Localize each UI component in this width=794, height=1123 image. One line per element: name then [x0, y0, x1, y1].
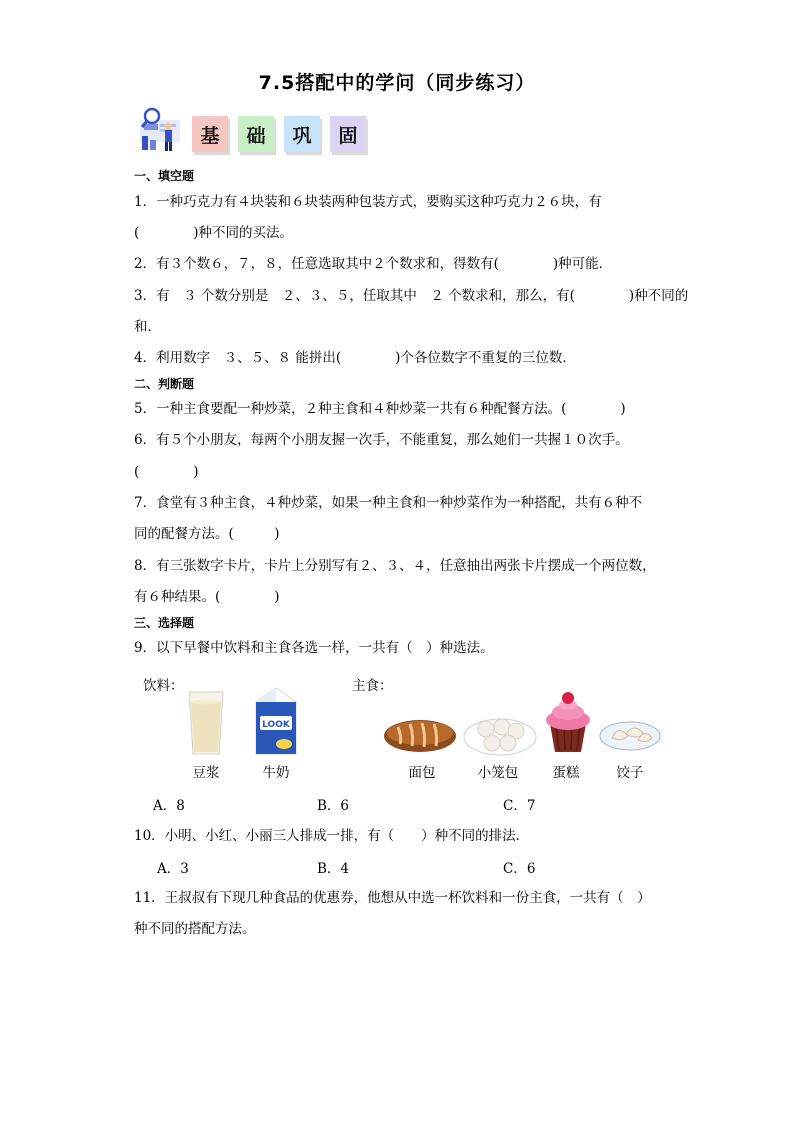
- question-11-line-1: 11．王叔叔有下现几种食品的优惠券，他想从中选一杯饮料和一份主食，一共有（ ）: [134, 890, 651, 906]
- question-7-line-1: 7．食堂有３种主食，４种炒菜，如果一种主食和一种炒菜作为一种搭配，共有６种不: [134, 495, 643, 511]
- question-6-line-2: ( ): [134, 464, 199, 480]
- section-heading-fill-blank: 一、填空题: [134, 169, 195, 183]
- banner-tile-1: 基: [192, 116, 228, 152]
- q9-option-b[interactable]: B．6: [317, 798, 350, 814]
- question-11-line-2: 种不同的搭配方法。: [134, 921, 256, 937]
- question-10: 10．小明、小红、小丽三人排成一排，有（ ）种不同的排法．: [134, 828, 530, 844]
- q9-option-a[interactable]: A．8: [153, 798, 185, 814]
- question-6-line-1: 6．有５个小朋友，每两个小朋友握一次手，不能重复，那么她们一共握１０次手。: [134, 432, 629, 448]
- caption-bread: 面包: [408, 765, 436, 781]
- banner-tile-3: 巩: [284, 116, 320, 152]
- question-3-line-2: 和．: [134, 319, 161, 335]
- staples-label: 主食：: [352, 678, 393, 694]
- milk-brand-text: LOOK: [262, 720, 290, 730]
- question-2: 2．有３个数６，７，８，任意选取其中２个数求和，得数有( )种可能．: [134, 256, 613, 272]
- caption-cake: 蛋糕: [552, 765, 580, 781]
- milk-carton-icon: [250, 684, 302, 756]
- caption-dumplings: 饺子: [616, 765, 644, 781]
- q10-option-b[interactable]: B．4: [317, 861, 350, 877]
- section-heading-multiple-choice: 三、选择题: [134, 616, 195, 630]
- q10-option-c[interactable]: C．6: [503, 861, 536, 877]
- caption-steamed-buns: 小笼包: [477, 765, 519, 781]
- q10-option-a[interactable]: A．3: [157, 861, 189, 877]
- soy-milk-glass-icon: [186, 690, 226, 758]
- caption-milk: 牛奶: [262, 765, 290, 781]
- dumplings-icon: [598, 716, 662, 752]
- steamed-buns-icon: [462, 711, 538, 757]
- section-heading-true-false: 二、判断题: [134, 377, 195, 391]
- banner-tile-4: 固: [330, 116, 366, 152]
- banner-tile-2: 础: [238, 116, 274, 152]
- question-1-line-1: 1．一种巧克力有４块装和６块装两种包装方式，要购买这种巧克力２６块，有: [134, 194, 602, 210]
- bread-icon: [382, 716, 458, 754]
- caption-soy-milk: 豆浆: [192, 765, 220, 781]
- question-9: 9．以下早餐中饮料和主食各选一样，一共有（ ）种选法。: [134, 640, 494, 656]
- person-reading-icon: [134, 106, 190, 156]
- drinks-label: 饮料：: [143, 678, 184, 694]
- question-1-line-2: ( )种不同的买法。: [134, 225, 294, 241]
- question-3-line-1: 3．有 ３ 个数分别是 ２、３、５，任取其中 ２ 个数求和，那么，有( )种不同的: [134, 288, 689, 304]
- q9-option-c[interactable]: C．7: [503, 798, 536, 814]
- page-title: 7.5搭配中的学问（同步练习）: [258, 72, 536, 94]
- question-8-line-2: 有６种结果。( ): [134, 589, 280, 605]
- question-8-line-1: 8．有三张数字卡片，卡片上分别写有２、３、４，任意抽出两张卡片摆成一个两位数，: [134, 558, 656, 574]
- question-7-line-2: 同的配餐方法。( ): [134, 526, 280, 542]
- question-5: 5．一种主食要配一种炒菜，２种主食和４种炒菜一共有６种配餐方法。( ): [134, 401, 626, 417]
- cupcake-icon: [542, 690, 594, 754]
- section-banner: [134, 106, 384, 156]
- question-4: 4．利用数字 ３、５、８ 能拼出( )个各位数字不重复的三位数．: [134, 350, 576, 366]
